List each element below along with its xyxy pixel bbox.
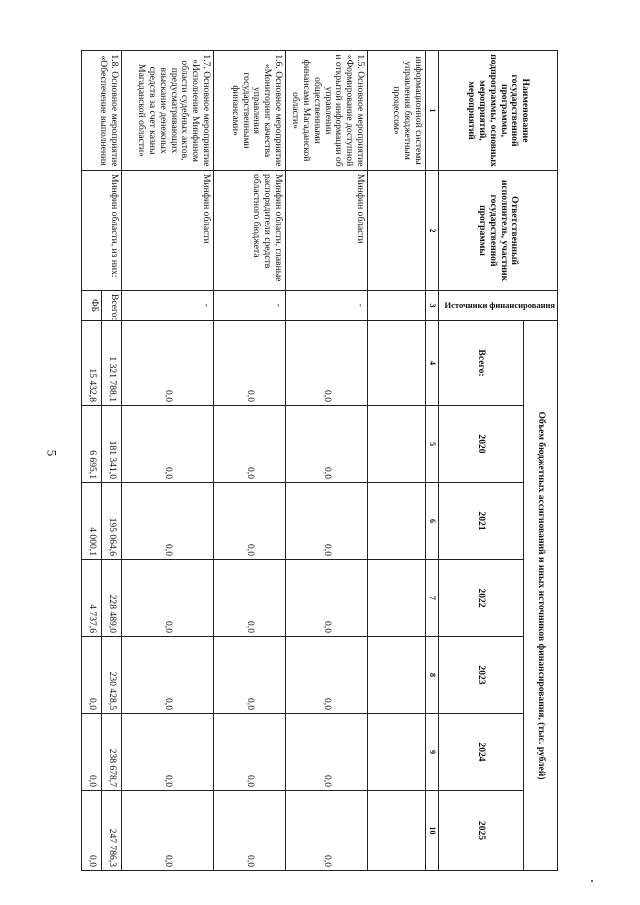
- value-cell: [367, 406, 425, 483]
- value-cell: [367, 483, 425, 560]
- value-cell: 0,0: [285, 321, 367, 406]
- column-index: 10: [425, 791, 438, 871]
- table-row: [213, 51, 285, 871]
- value-cell: 238 678,7: [101, 714, 121, 791]
- value-cell: 0,0: [285, 714, 367, 791]
- row-name: 1.8. Основное мероприятие «Обеспечение выполнения: [81, 51, 121, 171]
- row-source: -: [213, 291, 285, 321]
- value-cell: 0,0: [81, 637, 101, 714]
- table-row: [121, 51, 213, 871]
- header-source: Источники финансирования: [438, 291, 557, 321]
- value-cell: [367, 560, 425, 637]
- header-volume: Объем бюджетных ассигнований и иных источников финансирования, (тыс. рублей): [524, 321, 558, 871]
- column-index: 4: [425, 321, 438, 406]
- column-index: 8: [425, 637, 438, 714]
- header-year-2022: 2022: [438, 560, 523, 637]
- value-cell: 0,0: [213, 791, 285, 871]
- value-cell: 230 428,5: [101, 637, 121, 714]
- table-row: [367, 51, 425, 871]
- column-index: 9: [425, 714, 438, 791]
- column-index: 7: [425, 560, 438, 637]
- row-executor: [367, 171, 425, 291]
- page-number: 5: [44, 449, 60, 457]
- table-row: [285, 51, 367, 871]
- value-cell: 247 786,3: [101, 791, 121, 871]
- value-cell: 0,0: [121, 791, 213, 871]
- value-cell: 4 000,1: [81, 483, 101, 560]
- column-index: 5: [425, 406, 438, 483]
- header-year-2025: 2025: [438, 791, 523, 871]
- value-cell: 6 695,1: [81, 406, 101, 483]
- value-cell: 0,0: [213, 637, 285, 714]
- header-executor: Ответственный исполнитель, участник государственной программы: [438, 171, 557, 291]
- value-cell: 228 489,0: [101, 560, 121, 637]
- value-cell: 1 321 788,1: [101, 321, 121, 406]
- column-index: 3: [425, 291, 438, 321]
- value-cell: 0,0: [285, 560, 367, 637]
- value-cell: 0,0: [121, 637, 213, 714]
- row-executor: Минфин области, главные распорядители средств областного бюджета: [213, 171, 285, 291]
- value-cell: 0,0: [121, 321, 213, 406]
- value-cell: [367, 637, 425, 714]
- value-cell: 0,0: [285, 483, 367, 560]
- row-name: информационной системы управления бюджетным процессом»: [367, 51, 425, 171]
- value-cell: 0,0: [285, 637, 367, 714]
- row-source: -: [121, 291, 213, 321]
- value-cell: 0,0: [81, 714, 101, 791]
- column-index: 2: [425, 171, 438, 291]
- value-cell: 0,0: [121, 406, 213, 483]
- value-cell: 15 432,8: [81, 321, 101, 406]
- value-cell: 195 064,6: [101, 483, 121, 560]
- row-executor: Минфин области: [121, 171, 213, 291]
- column-index: 1: [425, 51, 438, 171]
- value-cell: 0,0: [81, 791, 101, 871]
- header-total: Всего:: [438, 321, 523, 406]
- value-cell: 0,0: [121, 714, 213, 791]
- value-cell: [367, 714, 425, 791]
- financing-table: [81, 50, 558, 871]
- row-source: -: [285, 291, 367, 321]
- value-cell: 0,0: [121, 483, 213, 560]
- value-cell: 0,0: [285, 791, 367, 871]
- value-cell: 0,0: [213, 483, 285, 560]
- header-year-2021: 2021: [438, 483, 523, 560]
- row-source: Всего:: [101, 291, 121, 321]
- row-source: ФБ: [81, 291, 101, 321]
- value-cell: 0,0: [213, 560, 285, 637]
- column-index: 6: [425, 483, 438, 560]
- row-name: 1.6. Основное мероприятие «Мониторинг качества управления государственными финансами»: [213, 51, 285, 171]
- header-name: Наименование государственной программы, подпрограммы, основных мероприятий, мероприятий: [438, 51, 557, 171]
- header-year-2023: 2023: [438, 637, 523, 714]
- table-row: [101, 51, 121, 871]
- value-cell: [367, 321, 425, 406]
- value-cell: 0,0: [213, 321, 285, 406]
- row-executor: Минфин области, из них:: [81, 171, 121, 291]
- row-source: [367, 291, 425, 321]
- value-cell: 0,0: [121, 560, 213, 637]
- scan-speck: [591, 880, 593, 882]
- value-cell: 4 737,6: [81, 560, 101, 637]
- value-cell: [367, 791, 425, 871]
- row-executor: Минфин области: [285, 171, 367, 291]
- value-cell: 0,0: [285, 406, 367, 483]
- rotated-table-area: [64, 50, 558, 870]
- value-cell: 0,0: [213, 714, 285, 791]
- value-cell: 181 341,0: [101, 406, 121, 483]
- table-container: [64, 50, 558, 870]
- row-name: 1.7. Основное мероприятие «Исполнение Минфином области судебных актов, предусматривающих взыскание денежных средств за счет казны Магаданской области»: [121, 51, 213, 171]
- value-cell: 0,0: [213, 406, 285, 483]
- row-name: 1.5. Основное мероприятие «Формирование доступной и открытой информации об управлении общественными финансами Магаданской области»: [285, 51, 367, 171]
- header-year-2020: 2020: [438, 406, 523, 483]
- header-year-2024: 2024: [438, 714, 523, 791]
